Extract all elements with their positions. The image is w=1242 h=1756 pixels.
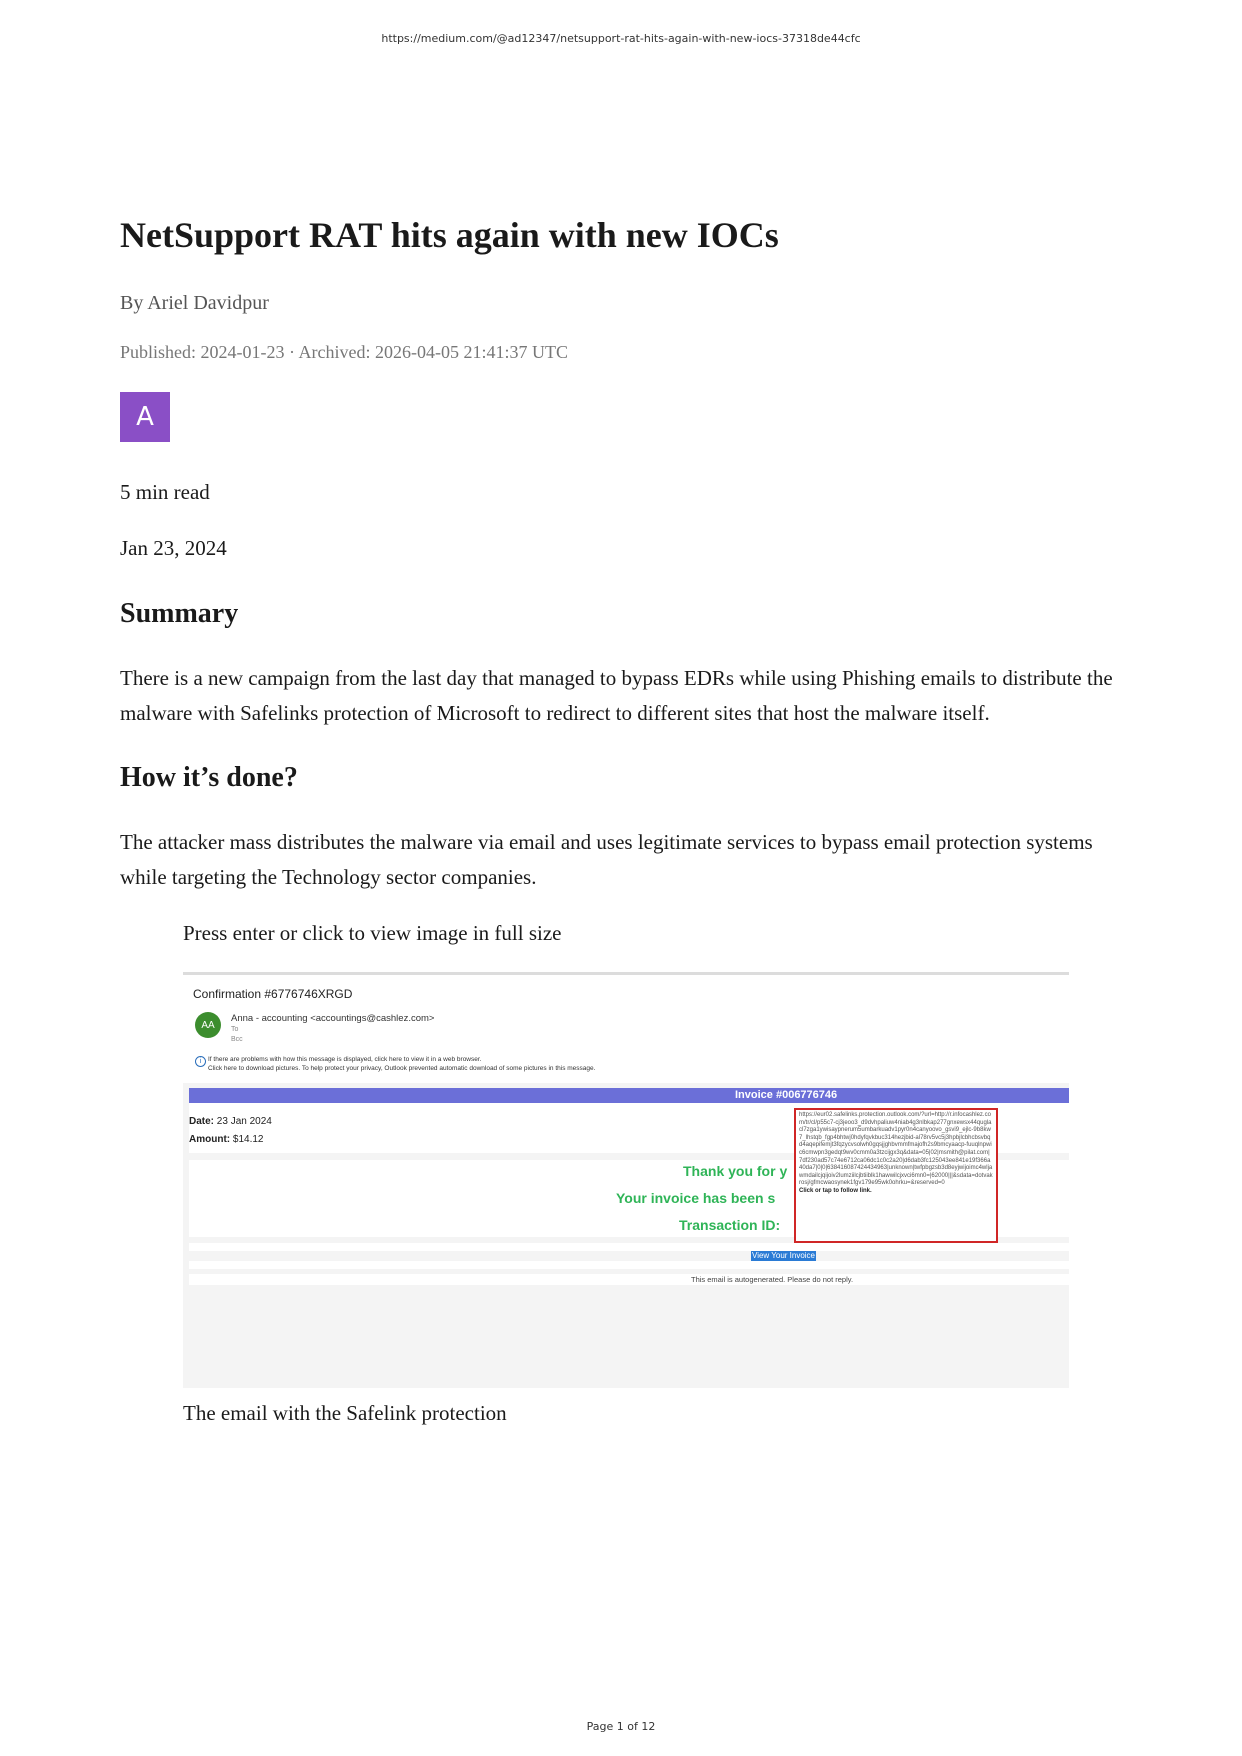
info-icon: i: [195, 1056, 206, 1067]
mail-bcc-label: Bcc: [231, 1036, 243, 1043]
sender-avatar: AA: [195, 1012, 221, 1038]
publish-meta: Published: 2024-01-23 · Archived: 2026-04-05 21:41:37 UTC: [120, 342, 568, 362]
thank-you-text: Thank you for y: [683, 1163, 788, 1179]
safelink-url: https://eur02.safelinks.protection.outlook.com/?url=http://r.infocashlez.com/tr/cl/p55c7-cj3jeoo3_d9dvhpaliuw4niab4g3nlbkap277gnxewsx44quglacl7zga1ywisaypnerum5umbarkuadv1pyr0n4canyoovo_gsvi9_ejlc-9b8kw7_lhstqb_fgp4bhtwj0hdyfqvkbuc314hezjbid-al78rv5vc5j3hpbjlcbhcbsvbqd4aqepifemjt3fqzycvsolwh0gqsjjghbvmmfmajofh2s9bmcyaacp-fuuqlnpwic6cmwpn3gedqt9wv0cmm0a3tzcijgx3q&data=05|02|msmith@pilat.com|7df230ad57c74e6712ca06dc1c0c2a20|d6dab3fc125043ee841e19f366a40da7|0|0|638416087424434963|unknown|twfpbgzsb3d8eyjwijoimc4wljawmdailcjqijoiv2lumziilcjbtiiblk1hawwilcjxvci6mn0=|62000|||&sdata=dotvakrosj/gfmcwaosynek1fgv179e95wk0ohrku=&reserved=0: [799, 1112, 993, 1187]
invoice-banner: [189, 1088, 1069, 1103]
byline: By Ariel Davidpur: [120, 292, 269, 314]
summary-heading: Summary: [120, 598, 239, 629]
mail-to-label: To: [231, 1026, 239, 1033]
mail-info-line: If there are problems with how this message is displayed, click here to view it in a web browser.: [208, 1056, 482, 1063]
divider: [189, 1261, 1069, 1269]
figure-caption: The email with the Safelink protection: [183, 1401, 507, 1425]
view-full-size-prompt[interactable]: Press enter or click to view image in full size: [183, 921, 562, 945]
invoice-title: Invoice #006776746: [735, 1089, 838, 1101]
how-heading: How it’s done?: [120, 762, 298, 793]
autogenerated-note: This email is autogenerated. Please do not reply.: [691, 1275, 854, 1284]
mail-info-line: Click here to download pictures. To help protect your privacy, Outlook prevented automatic download of some pictures in this message.: [208, 1065, 596, 1072]
author-avatar[interactable]: A: [120, 392, 170, 442]
article-date: Jan 23, 2024: [120, 536, 227, 560]
transaction-id-label: Transaction ID:: [679, 1217, 781, 1233]
follow-link-hint: Click or tap to follow link.: [799, 1187, 872, 1194]
print-url: https://medium.com/@ad12347/netsupport-rat-hits-again-with-new-iocs-37318de44cfc: [381, 32, 861, 45]
mail-footer-bar: [189, 1274, 1069, 1285]
email-screenshot[interactable]: [183, 972, 1069, 1388]
page-number: Page 1 of 12: [586, 1720, 656, 1733]
read-time: 5 min read: [120, 480, 210, 504]
safelink-tooltip: [794, 1108, 998, 1243]
article-title: NetSupport RAT hits again with new IOCs: [120, 215, 779, 255]
invoice-amount: Amount: $14.12: [189, 1134, 264, 1145]
mail-header: [183, 975, 1069, 1083]
invoice-sent-text: Your invoice has been s: [616, 1190, 776, 1206]
mail-subject: Confirmation #6776746XRGD: [193, 987, 353, 1001]
view-invoice-link[interactable]: View Your Invoice: [752, 1251, 816, 1260]
divider: [189, 1243, 1069, 1251]
how-paragraph: The attacker mass distributes the malware via email and uses legitimate services to bypass email protection systems while targeting the Technology sector companies.: [120, 830, 1093, 889]
mail-sender: Anna - accounting <accountings@cashlez.com>: [231, 1013, 435, 1024]
summary-paragraph: There is a new campaign from the last day that managed to bypass EDRs while using Phishing emails to distribute the malware with Safelinks protection of Microsoft to redirect to different sites that host the malware itself.: [120, 666, 1113, 725]
invoice-date: Date: 23 Jan 2024: [189, 1116, 272, 1127]
